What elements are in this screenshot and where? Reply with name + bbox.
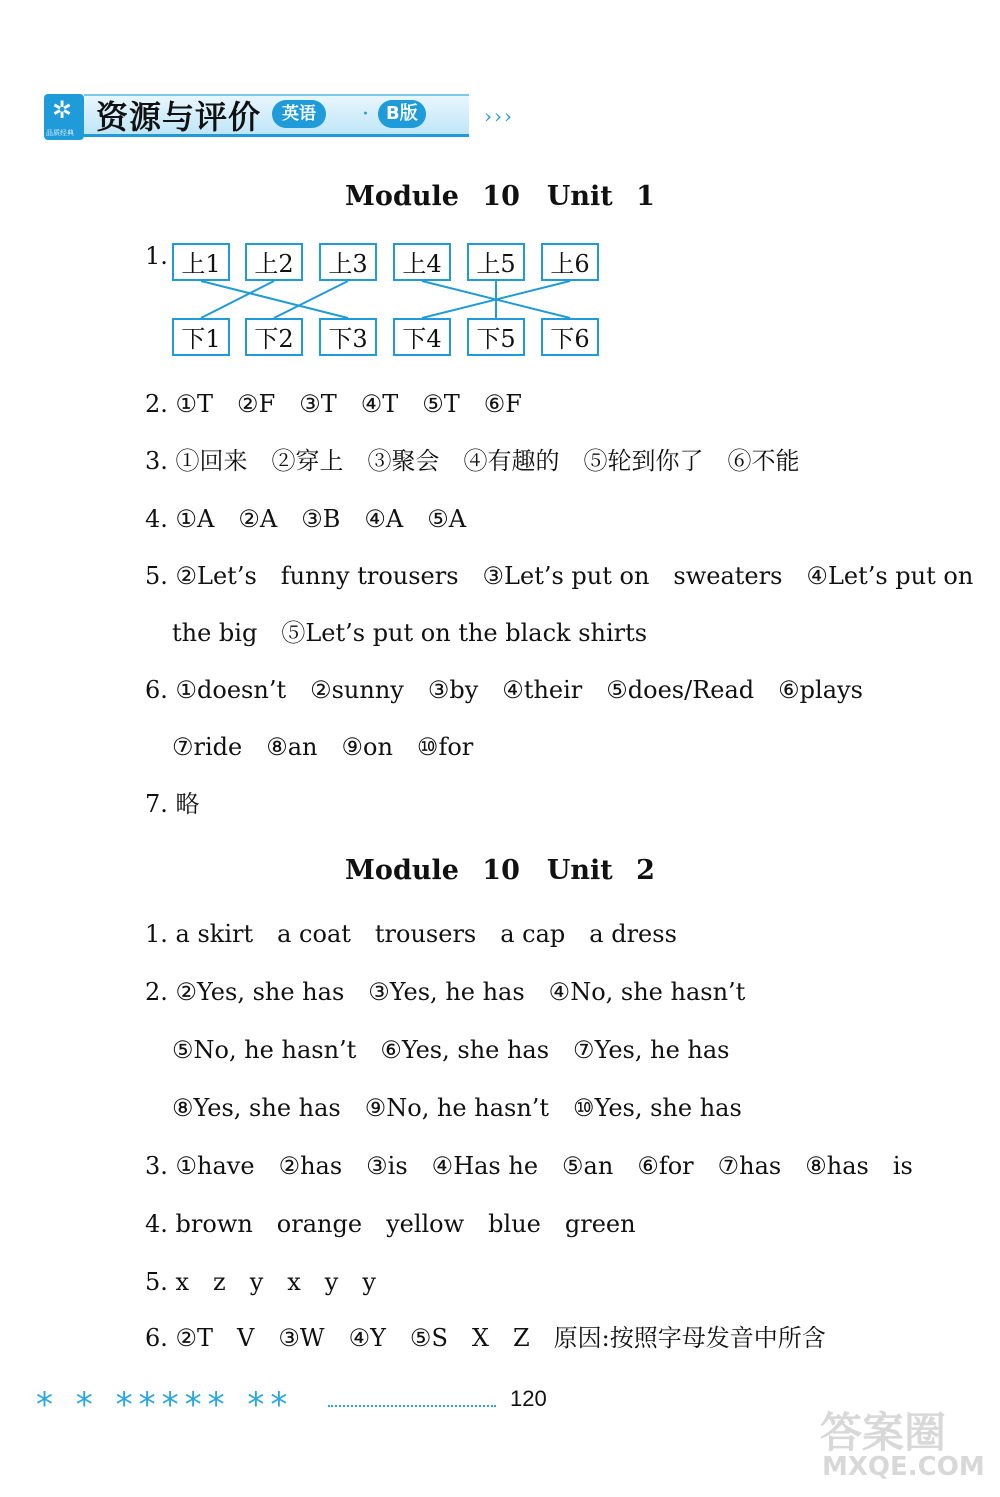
footer-dotted-line (328, 1405, 496, 1407)
star-icon: ✲ (52, 96, 73, 124)
bottom-box-6: 下6 (541, 318, 599, 356)
bottom-box-2: 下2 (245, 318, 303, 356)
watermark-logo: 答案圈 (820, 1408, 947, 1457)
match-line-3 (274, 281, 348, 318)
bottom-box-4: 下4 (393, 318, 451, 356)
bottom-box-5: 下5 (467, 318, 525, 356)
bottom-box-3: 下3 (319, 318, 377, 356)
unit1-answer-line-2: 3. ①回来 ②穿上 ③聚会 ④有趣的 ⑤轮到你了 ⑥不能 (145, 447, 800, 475)
book-title: 资源与评价 (96, 98, 262, 136)
unit2-title: Module 10 Unit 2 (345, 855, 655, 886)
logo-text: 品质经典 (46, 129, 74, 137)
header-dot: · (362, 102, 369, 127)
subject-badge: 英语 (272, 100, 326, 128)
unit1-answer-line-8: 7. 略 (145, 790, 200, 818)
unit1-answer-line-5: the big ⑤Let’s put on the black shirts (172, 619, 648, 647)
unit2-answer-line-4: ⑧Yes, she has ⑨No, he hasn’t ⑩Yes, she has (172, 1094, 742, 1122)
unit1-answer-line-6: 6. ①doesn’t ②sunny ③by ④their ⑤does/Read ⑥plays (145, 676, 863, 704)
chevrons-icon: ››› (484, 104, 514, 128)
top-box-3: 上3 (319, 243, 377, 281)
top-box-6: 上6 (541, 243, 599, 281)
top-box-4: 上4 (393, 243, 451, 281)
match-line-2 (201, 281, 274, 318)
unit2-answer-line-8: 6. ②T V ③W ④Y ⑤S X Z 原因:按照字母发音中所含 (145, 1324, 826, 1352)
match-line-1 (201, 281, 348, 318)
top-box-5: 上5 (467, 243, 525, 281)
top-box-2: 上2 (245, 243, 303, 281)
bottom-box-1: 下1 (172, 318, 230, 356)
unit2-answer-line-3: ⑤No, he hasn’t ⑥Yes, she has ⑦Yes, he has (172, 1036, 730, 1064)
unit1-answer-line-4: 5. ②Let’s funny trousers ③Let’s put on sweaters ④Let’s put on (145, 562, 974, 590)
unit1-title: Module 10 Unit 1 (345, 181, 655, 212)
unit1-answer-line-7: ⑦ride ⑧an ⑨on ⑩for (172, 733, 474, 761)
unit2-answer-line-2: 2. ②Yes, she has ③Yes, he has ④No, she hasn’t (145, 978, 746, 1006)
unit1-answer-line-1: 2. ①T ②F ③T ④T ⑤T ⑥F (145, 390, 522, 418)
unit2-answer-line-5: 3. ①have ②has ③is ④Has he ⑤an ⑥for ⑦has ⑧has is (145, 1152, 913, 1180)
top-box-1: 上1 (172, 243, 230, 281)
version-badge: B版 (378, 100, 426, 128)
q1-number: 1. (145, 242, 168, 270)
unit2-answer-line-1: 1. a skirt a coat trousers a cap a dress (145, 920, 677, 948)
unit1-answer-line-3: 4. ①A ②A ③B ④A ⑤A (145, 505, 467, 533)
page-number: 120 (510, 1386, 547, 1411)
unit2-answer-line-6: 4. brown orange yellow blue green (145, 1210, 636, 1238)
watermark-url: MXQE.COM (822, 1452, 985, 1482)
unit2-answer-line-7: 5. x z y x y y (145, 1268, 376, 1296)
footer-stars: * * ***** ** (36, 1385, 294, 1425)
